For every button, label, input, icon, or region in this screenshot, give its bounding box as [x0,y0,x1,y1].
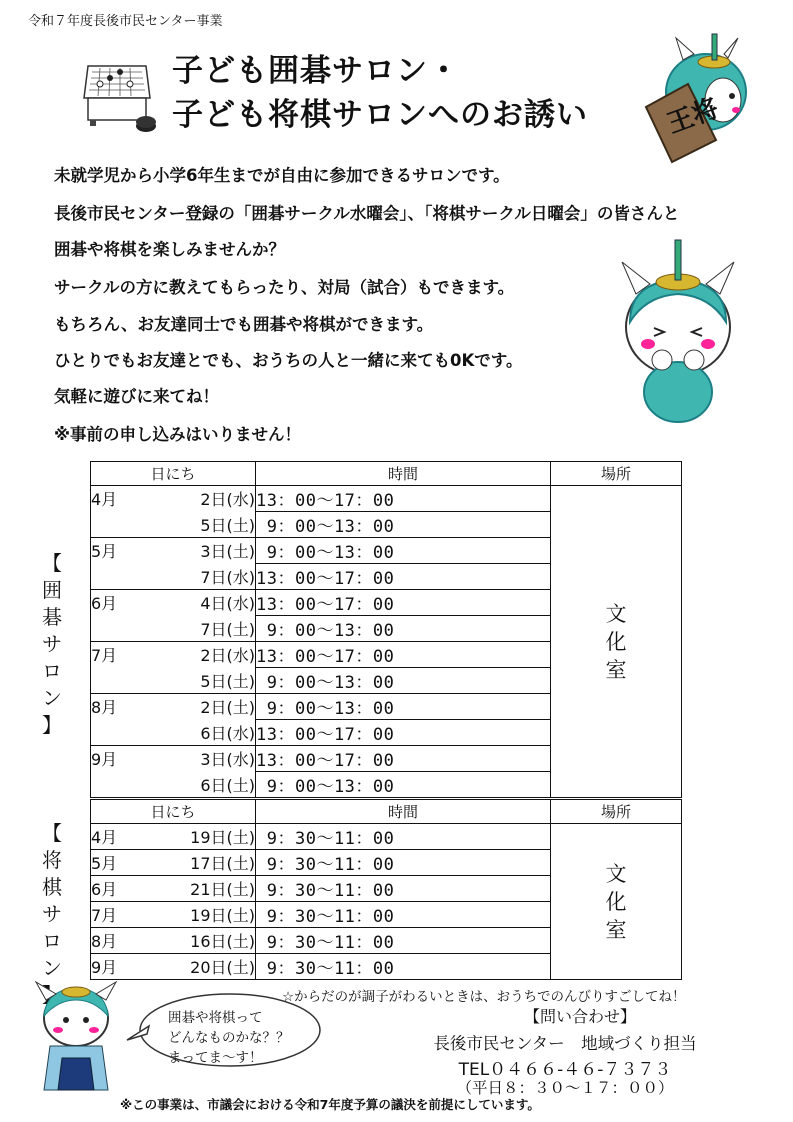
header-time: 時間 [256,800,551,824]
row-day: 2日(水) [151,642,256,668]
row-time: 9：30～11：00 [256,876,551,902]
row-day: 3日(水) [151,746,256,772]
row-day: 4日(水) [151,590,256,616]
row-time: 9：00～13：00 [256,616,551,642]
go-board-icon [80,60,160,140]
row-day: 7日(水) [151,564,256,590]
contact-tel: TEL０４６６-４６-７３７３ [458,1060,672,1080]
place-char: 化 [605,889,627,914]
row-day: 20日(土) [151,954,256,980]
intro-line: 未就学児から小学6年生までが自由に参加できるサロンです。 [54,166,510,185]
row-month: 9月 [91,746,152,772]
row-time: 13：00～17：00 [256,720,551,746]
intro-line: サークルの方に教えてもらったり、対局（試合）もできます。 [54,278,515,297]
row-time: 9：00～13：00 [256,538,551,564]
row-day: 7日(土) [151,616,256,642]
speech-bubble-text: 囲碁や将棋って どんなものかな？？ まってま～す！ [168,1010,290,1066]
intro-line: ※事前の申し込みはいりません！ [54,425,302,444]
row-month: 7月 [91,642,152,668]
go-schedule-table [90,461,682,798]
row-time: 13：00～17：00 [256,486,551,512]
header-date: 日にち [91,462,256,486]
budget-note: ※この事業は、市議会における令和7年度予算の議決を前提にしています。 [120,1097,540,1112]
row-time: 9：00～13：00 [256,694,551,720]
row-time: 9：30～11：00 [256,850,551,876]
row-month: 9月 [91,954,152,980]
row-day: 6日(水) [151,720,256,746]
row-time: 13：00～17：00 [256,746,551,772]
row-day: 2日(水) [151,486,256,512]
row-time: 9：00～13：00 [256,772,551,798]
mascot-shogi-piece-illustration [628,22,758,172]
contact-org: 長後市民センター 地域づくり担当 [433,1034,697,1053]
mascot-smiling-illustration [610,232,740,432]
row-day: 5日(土) [151,512,256,538]
row-month: 8月 [91,928,152,954]
place-char: 室 [605,917,627,942]
row-day: 21日(土) [151,876,256,902]
place-cell [551,486,682,798]
row-month: 6月 [91,876,152,902]
schedule-row [91,486,682,512]
place-char: 室 [605,657,627,682]
row-day: 17日(土) [151,850,256,876]
row-month: 5月 [91,850,152,876]
header-label: 令和７年度長後市民センター事業 [28,14,223,29]
row-time: 9：00～13：00 [256,668,551,694]
intro-line: ひとりでもお友達とでも、おうちの人と一緒に来ても0Kです。 [54,351,523,370]
row-month: 7月 [91,902,152,928]
header-time: 時間 [256,462,551,486]
place-cell [551,824,682,980]
intro-line: もちろん、お友達同士でも囲碁や将棋ができます。 [54,315,434,334]
row-time: 13：00～17：00 [256,590,551,616]
row-month: 8月 [91,694,152,720]
row-month [91,720,152,746]
place-char: 文 [605,861,627,886]
row-time: 9：00～13：00 [256,512,551,538]
row-month: 4月 [91,486,152,512]
row-month [91,512,152,538]
row-month [91,564,152,590]
row-time: 9：30～11：00 [256,954,551,980]
footer-health-note: ☆からだのが調子がわるいときは、おうちでのんびりすごしてね！ [282,989,686,1005]
row-month [91,616,152,642]
header-place: 場所 [551,462,682,486]
go-salon-side-label: 【 囲 碁 サ ロ ン 】 [42,551,62,737]
row-time: 9：30～11：00 [256,928,551,954]
contact-hours: （平日８：３０～１７：００） [456,1079,674,1097]
row-time: 13：00～17：00 [256,564,551,590]
place-char: 化 [605,629,627,654]
row-day: 16日(土) [151,928,256,954]
shogi-schedule-table [90,799,682,980]
shogi-salon-side-label: 【 将 棋 サ ロ ン [42,821,62,980]
intro-line: 長後市民センター登録の「囲碁サークル水曜会」、「将棋サークル日曜会」の皆さんと [54,204,680,223]
title-line-1: 子ども囲碁サロン・ [172,53,460,89]
intro-line: 囲碁や将棋を楽しみませんか？ [54,240,285,259]
row-month: 6月 [91,590,152,616]
contact-heading: 【問い合わせ】 [523,1007,636,1026]
header-place: 場所 [551,800,682,824]
row-day: 6日(土) [151,772,256,798]
row-time: 9：30～11：00 [256,902,551,928]
row-day: 19日(土) [151,902,256,928]
place-char: 文 [605,601,627,626]
row-day: 3日(土) [151,538,256,564]
schedule-row [91,824,682,850]
row-month: 5月 [91,538,152,564]
shogi-piece-text: 王将 [663,93,723,140]
row-day: 5日(土) [151,668,256,694]
header-date: 日にち [91,800,256,824]
row-month [91,668,152,694]
mascot-kimono-illustration [28,978,128,1096]
row-day: 2日(土) [151,694,256,720]
row-month: 4月 [91,824,152,850]
intro-line: 気軽に遊びに来てね！ [54,387,219,406]
row-time: 13：00～17：00 [256,642,551,668]
row-month [91,772,152,798]
row-day: 19日(土) [151,824,256,850]
title-line-2: 子ども将棋サロンへのお誘い [172,97,588,133]
row-time: 9：30～11：00 [256,824,551,850]
